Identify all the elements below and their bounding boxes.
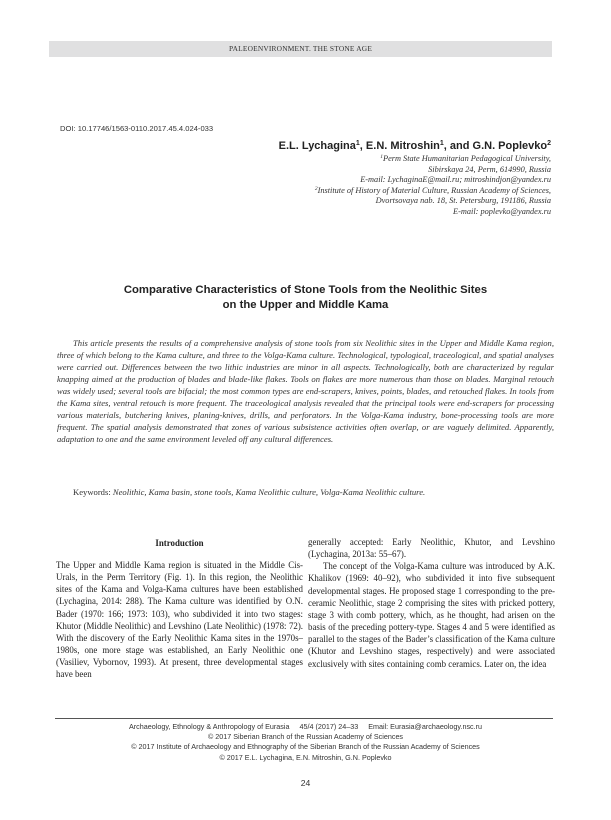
affiliation-text: Dvortsovaya nab. 18, St. Petersburg, 191186, Russia (375, 196, 551, 206)
affiliation-line (221, 196, 551, 207)
body-paragraph: generally accepted: Early Neolithic, Khutor, and Levshino (Lychagina, 2013a: 55–67). (308, 537, 555, 560)
affiliation-text: Perm State Humanitarian Pedagogical University, (383, 154, 551, 163)
authors-block (221, 139, 551, 218)
footer-divider (55, 718, 553, 719)
affiliation-text: E-mail: poplevko@yandex.ru (453, 206, 551, 216)
affiliation-line (221, 165, 551, 176)
affiliation-text: Sibirskaya 24, Perm, 614990, Russia (428, 164, 551, 174)
author-affil-mark: 1 (355, 140, 360, 147)
doi: DOI: 10.17746/1563-0110.2017.45.4.024-033 (60, 124, 214, 133)
keywords-values: Neolithic, Kama basin, stone tools, Kama Neolithic culture, Volga-Kama Neolithic culture. (112, 487, 426, 497)
journal-issue: 45/4 (2017) 24–33 (299, 722, 359, 731)
affiliation-text: Institute of History of Material Culture, Russian Academy of Sciences, (317, 185, 551, 195)
journal-email: Email: Eurasia@archaeology.nsc.ru (368, 722, 483, 731)
author-list (221, 139, 551, 153)
author-affil-mark: 2 (547, 140, 551, 147)
body-paragraph: The Upper and Middle Kama region is situated in the Middle Cis-Urals, in the Perm Territory (Fig. 1). In this region, the Neolithic sites of the Kama and Volga-Kama cultures have been established (Lychagina, 2014: 288). The Kama culture was identified by O.N. Bader (1970: 166; 1973: 103), who subdivided it into two stages: Khutor (Middle Neolithic) and Levshino (Late Neolithic) (1978: 72). With the discovery of the Early Neolithic Kama sites in the 1970s–1980s, one more stage was established, an Early Neolithic one (Vasiliev, Vybornov, 1993). At present, three developmental stages have been (56, 560, 303, 680)
title-line: on the Upper and Middle Kama (222, 298, 389, 311)
keywords (73, 487, 425, 497)
author-name: G.N. Poplevko (472, 140, 548, 152)
affil-mark: 1 (380, 154, 383, 160)
footer (40, 722, 571, 763)
affiliation-email (221, 207, 551, 218)
affiliation-text: E-mail: LychaginaE@mail.ru; mitroshindjon@yandex.ru (360, 175, 551, 185)
author-name: E.L. Lychagina (278, 140, 356, 152)
copyright-line: © 2017 E.L. Lychagina, E.N. Mitroshin, G.N. Poplevko (219, 752, 392, 762)
affiliation-line (221, 154, 551, 165)
journal-name: Archaeology, Ethnology & Anthropology of Eurasia (128, 722, 290, 731)
affiliation-line (221, 186, 551, 197)
affil-mark: 2 (314, 185, 318, 192)
author-name: E.N. Mitroshin (365, 140, 440, 152)
author-separator: , and (443, 140, 473, 152)
author-affil-mark: 1 (439, 140, 444, 147)
section-header-bar (49, 41, 552, 57)
copyright-line: © 2017 Institute of Archaeology and Ethnography of the Siberian Branch of the Russian Academy of Sciences (131, 742, 480, 752)
body-column-left (56, 537, 303, 681)
section-title: PALEOENVIRONMENT. THE STONE AGE (228, 44, 373, 53)
copyright-line: © 2017 Siberian Branch of the Russian Academy of Sciences (207, 732, 404, 742)
title-line: Comparative Characteristics of Stone Tools from the Neolithic Sites (123, 284, 488, 296)
body-column-right (308, 536, 555, 670)
keywords-label: Keywords: (73, 487, 113, 497)
article-title (40, 283, 571, 312)
abstract: This article presents the results of a comprehensive analysis of stone tools from six Neolithic sites in the Upper and Middle Kama region, three of which belong to the Kama culture, and three to the Volga-Kama culture. Technological, typological, traceological, and spatial analyses were carried out. Differences between the two lithic industries are minor in all aspects. Technologically, both are characterized by regular knapping aimed at the production of blades and blade-like flakes. Tools on flakes are more numerous than those on blades. Marginal retouch was widely used; several tools are bifacial; the most common types are end-scrapers, knives, points, blades, and retouched flakes. In tools from the Kama sites, ventral retouch is more frequent. The traceological analysis revealed that the principal tools were end-scrapers for processing various materials, butchering knives, planing-knives, drills, and perforators. In the Volga-Kama industry, bone-processing tools are more frequent. The spatial analysis demonstrated that zones of various subsistence activities often overlap, or are vaguely delimited. Apparently, adaptation to one and the same environment leveled off any cultural differences. (57, 338, 554, 444)
journal-line (40, 722, 571, 732)
body-paragraph: The concept of the Volga-Kama culture was introduced by A.K. Khalikov (1969: 40–92), who subdivided it into five subsequent developmental stages. He proposed stage 1 corresponding to the pre-ceramic Neolithic, stage 2 comprising the sites with pricked pottery, stage 3 with comb pottery, which, as he thought, had arisen on the basis of the preceding pottery-type. Stages 4 and 5 were identified as parallel to the stages of the Bader’s classification of the Kama culture (Khutor and Levshino stages, respectively) and were associated exclusively with sites containing comb ceramics. Later on, the idea (308, 561, 556, 669)
section-heading: Introduction (155, 538, 204, 548)
affiliation-email (221, 175, 551, 186)
author-separator: , (359, 140, 366, 152)
page-number: 24 (300, 778, 311, 788)
